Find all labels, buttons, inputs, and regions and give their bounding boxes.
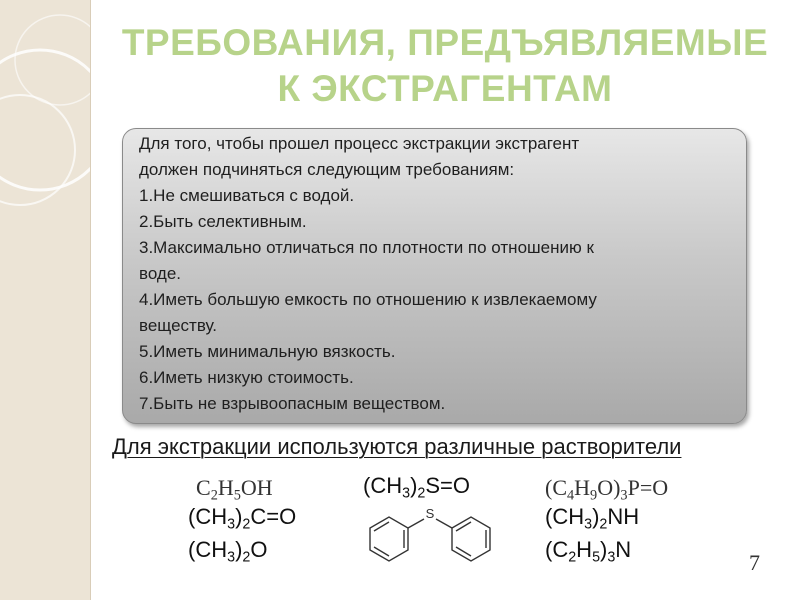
requirement-item-3-line-2: воде. [139, 264, 182, 283]
requirements-box [122, 128, 747, 424]
formula-dimethyl-ether: $(CH_3)_2O$ [188, 537, 268, 566]
requirements-intro-line-1: Для того, чтобы прошел процесс экстракции экстрагент [139, 134, 580, 153]
sulfur-atom-label: S [425, 506, 435, 521]
requirement-item-7: 7.Быть не взрывоопасным веществом. [139, 394, 446, 413]
requirement-item-3-line-1: 3.Максимально отличаться по плотности по отношению к [139, 238, 594, 257]
solvents-heading: Для экстракции используются различные растворители [112, 434, 682, 459]
side-band-edge [90, 0, 91, 600]
requirements-intro-line-2: должен подчиняться следующим требованиям: [139, 160, 515, 179]
formula-acetone: $(CH_3)_2C=O$ [188, 504, 297, 533]
formula-ethanol: $C_2H_5OH$ [196, 475, 273, 504]
formula-dimethylamine: $(CH_3)_2NH$ [545, 504, 640, 533]
requirement-item-4-line-2: веществу. [139, 316, 218, 335]
decorative-circles [0, 0, 90, 600]
requirement-item-4-line-1: 4.Иметь большую емкость по отношению к извлекаемому [139, 290, 597, 309]
right-benzene-ring [452, 517, 490, 561]
left-benzene-ring [370, 517, 408, 561]
requirement-item-6: 6.Иметь низкую стоимость. [139, 368, 354, 387]
slide-title [95, 20, 795, 112]
page-number: 7 [749, 550, 760, 575]
decorative-side-band [0, 0, 90, 600]
slide-title-line-1: ТРЕБОВАНИЯ, ПРЕДЪЯВЛЯЕМЫЕ [121, 22, 769, 63]
formula-dmso: $(CH_3)_2S=O$ [363, 473, 470, 502]
requirement-item-1: 1.Не смешиваться с водой. [139, 186, 355, 205]
formula-triethylamine: $(C_2H_5)_3N$ [545, 537, 632, 566]
slide-title-line-2: К ЭКСТРАГЕНТАМ [277, 68, 613, 109]
requirement-item-5: 5.Иметь минимальную вязкость. [139, 342, 396, 361]
formula-tributyl-phosphate: $(C_4H_9O)_3P=O$ [545, 475, 669, 504]
diphenyl-sulfide-structure [352, 503, 512, 583]
requirement-item-2: 2.Быть селективным. [139, 212, 307, 231]
